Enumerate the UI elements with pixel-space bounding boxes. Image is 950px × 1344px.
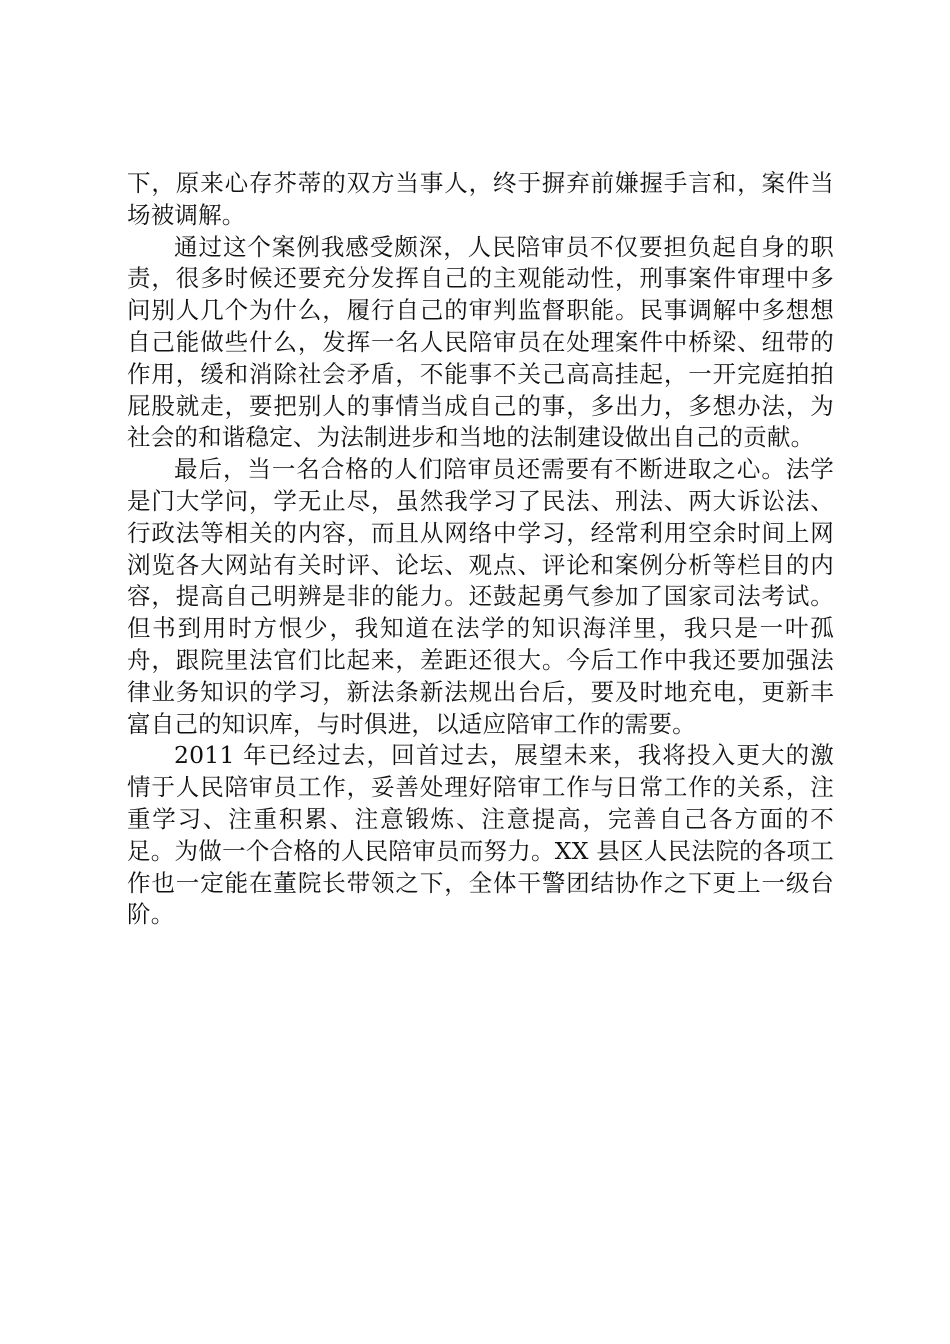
paragraph-outlook: 2011 年已经过去，回首过去，展望未来，我将投入更大的激情于人民陪审员工作，妥善处理好陪审工作与日常工作的关系，注重学习、注重积累、注意锻炼、注意提高，完善自己各方面的不足。为做一个合格的人民陪审员而努力。XX 县区人民法院的各项工作也一定能在董院长带领之下，全体干警团结协作之下更上一级台阶。 bbox=[127, 741, 834, 929]
document-page bbox=[127, 168, 834, 931]
paragraph-case-reflection: 通过这个案例我感受颇深，人民陪审员不仅要担负起自身的职责，很多时候还要充分发挥自己的主观能动性，刑事案件审理中多问别人几个为什么，履行自己的审判监督职能。民事调解中多想想自己能做些什么，发挥一名人民陪审员在处理案件中桥梁、纽带的作用，缓和消除社会矛盾，不能事不关己高高挂起，一开完庭拍拍屁股就走，要把别人的事情当成自己的事，多出力，多想办法，为社会的和谐稳定、为法制进步和当地的法制建设做出自己的贡献。 bbox=[127, 232, 834, 452]
paragraph-continuation: 下，原来心存芥蒂的双方当事人，终于摒弃前嫌握手言和，案件当场被调解。 bbox=[127, 169, 834, 229]
paragraph-continuous-learning: 最后，当一名合格的人们陪审员还需要有不断进取之心。法学是门大学问，学无止尽，虽然我学习了民法、刑法、两大诉讼法、行政法等相关的内容，而且从网络中学习，经常利用空余时间上网浏览各大网站有关时评、论坛、观点、评论和案例分析等栏目的内容，提高自己明辨是非的能力。还鼓起勇气参加了国家司法考试。但书到用时方恨少，我知道在法学的知识海洋里，我只是一叶孤舟，跟院里法官们比起来，差距还很大。今后工作中我还要加强法律业务知识的学习，新法条新法规出台后，要及时地充电，更新丰富自己的知识库，与时俱进，以适应陪审工作的需要。 bbox=[127, 455, 834, 738]
